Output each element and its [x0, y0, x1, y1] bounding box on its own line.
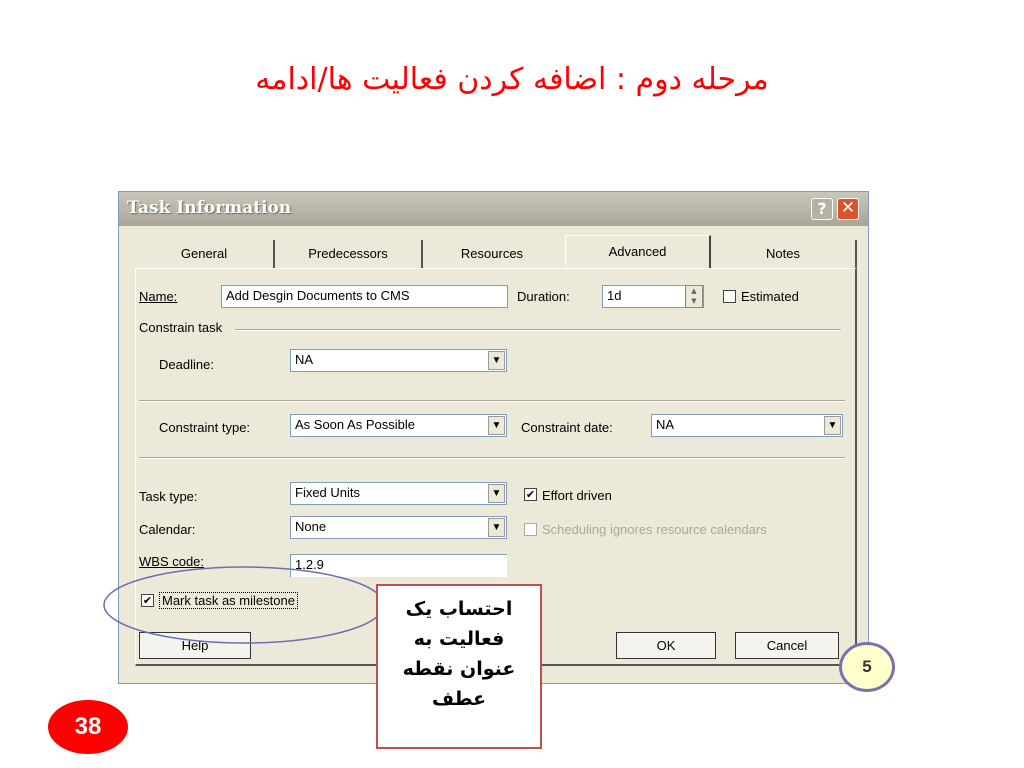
- estimated-checkbox[interactable]: [723, 290, 736, 303]
- ok-button[interactable]: OK: [616, 632, 716, 659]
- step-number-badge: 5: [839, 642, 895, 692]
- name-label: Name:: [139, 289, 178, 304]
- tab-predecessors[interactable]: Predecessors: [275, 240, 423, 268]
- group-separator: [139, 457, 845, 459]
- wbs-code-label: WBS code:: [139, 554, 205, 569]
- chevron-down-icon[interactable]: ▼: [488, 484, 505, 503]
- constraint-type-combo[interactable]: [290, 414, 507, 437]
- constrain-task-label: Constrain task: [139, 320, 223, 335]
- effort-driven-label: Effort driven: [542, 488, 612, 503]
- calendar-combo[interactable]: [290, 516, 507, 539]
- spin-down-icon: ▼: [691, 297, 697, 305]
- page-number-badge: 38: [48, 700, 128, 754]
- wbs-code-field[interactable]: 1.2.9: [290, 554, 507, 577]
- scheduling-checkbox[interactable]: [524, 523, 537, 536]
- tab-resources[interactable]: Resources: [460, 246, 524, 261]
- check-icon: ✔: [142, 594, 153, 607]
- deadline-value: NA: [295, 352, 314, 367]
- help-icon[interactable]: ?: [811, 198, 833, 220]
- callout-line: احتساب یک: [405, 598, 513, 620]
- callout-box: [376, 584, 542, 749]
- name-field[interactable]: Add Desgin Documents to CMS: [221, 285, 508, 308]
- deadline-combo[interactable]: [290, 349, 507, 372]
- callout-line: عطف: [431, 688, 487, 710]
- group-separator: [235, 329, 841, 331]
- duration-value: 1d: [607, 288, 622, 303]
- calendar-label: Calendar:: [139, 522, 196, 537]
- tab-general[interactable]: General: [135, 240, 275, 268]
- cancel-button[interactable]: Cancel: [735, 632, 839, 659]
- task-type-value: Fixed Units: [295, 485, 361, 500]
- constraint-date-combo[interactable]: [651, 414, 843, 437]
- duration-label: Duration:: [517, 289, 570, 304]
- constraint-date-value: NA: [656, 417, 675, 432]
- dialog-title: Task Information: [127, 198, 292, 218]
- dialog-titlebar[interactable]: [119, 192, 868, 226]
- tab-strip: [135, 240, 857, 268]
- chevron-down-icon[interactable]: ▼: [488, 518, 505, 537]
- deadline-label: Deadline:: [159, 357, 214, 372]
- highlight-ellipse: [100, 560, 390, 660]
- tab-advanced[interactable]: Advanced: [565, 235, 711, 269]
- effort-driven-checkbox[interactable]: [524, 488, 537, 501]
- spin-up-icon: ▲: [691, 287, 697, 295]
- close-icon[interactable]: ✕: [837, 198, 859, 220]
- milestone-label: Mark task as milestone: [159, 592, 298, 609]
- tab-notes[interactable]: Notes: [711, 240, 857, 268]
- task-type-label: Task type:: [139, 489, 198, 504]
- task-type-combo[interactable]: [290, 482, 507, 505]
- constraint-type-value: As Soon As Possible: [295, 417, 415, 432]
- chevron-down-icon[interactable]: ▼: [488, 351, 505, 370]
- chevron-down-icon[interactable]: ▼: [824, 416, 841, 435]
- slide-title: مرحله دوم : اضافه کردن فعالیت ها/ادامه: [255, 62, 769, 97]
- duration-spinner[interactable]: [685, 285, 703, 308]
- group-separator: [139, 400, 845, 402]
- constraint-type-label: Constraint type:: [159, 420, 251, 435]
- callout-line: فعالیت به: [413, 628, 505, 650]
- check-icon: ✔: [525, 488, 536, 501]
- chevron-down-icon[interactable]: ▼: [488, 416, 505, 435]
- estimated-label: Estimated: [741, 289, 799, 304]
- scheduling-label: Scheduling ignores resource calendars: [542, 522, 767, 537]
- calendar-value: None: [295, 519, 327, 534]
- callout-line: عنوان نقطه: [402, 658, 516, 680]
- constraint-date-label: Constraint date:: [521, 420, 613, 435]
- help-button[interactable]: Help: [139, 632, 251, 659]
